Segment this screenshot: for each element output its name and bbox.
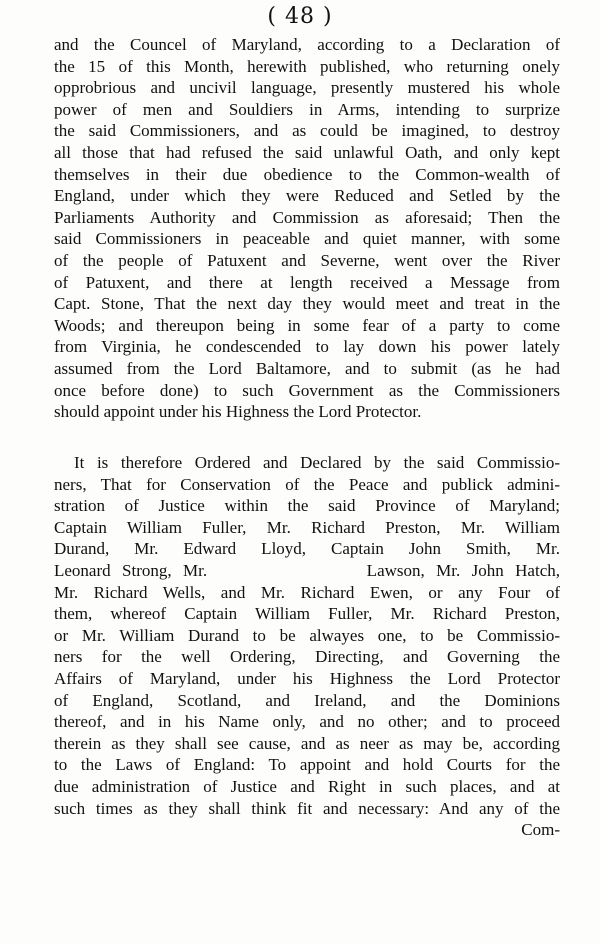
text-line: of the people of Patuxent and Severne, went over the River — [54, 250, 560, 270]
text-line: therein as they shall see cause, and as neer as may be, according — [54, 733, 560, 753]
text-line: from Virginia, he condescended to lay down his power lately — [54, 337, 560, 357]
text-line: Mr. Richard Wells, and Mr. Richard Ewen, or any Four of — [54, 582, 560, 602]
text-line: to the Laws of England: To appoint and hold Courts for the — [54, 755, 560, 775]
text-line: of England, Scotland, and Ireland, and the Dominions — [54, 690, 560, 710]
text-line: all those that had refused the said unlawful Oath, and only kept — [54, 142, 560, 162]
text-line: It is therefore Ordered and Declared by the said Commissio- — [74, 453, 560, 472]
paragraph-1 — [54, 34, 560, 423]
catchword: Com- — [521, 820, 560, 840]
text-line: Leonard Strong, Mr. Lawson, Mr. John Hatch, — [54, 560, 560, 580]
text-line: opprobrious and uncivil language, presently mustered his whole — [54, 78, 560, 98]
text-line: or Mr. William Durand to be alwayes one, to be Commissio- — [54, 625, 560, 645]
text-line: Parliaments Authority and Commission as aforesaid; Then the — [54, 207, 560, 227]
text-line: power of men and Souldiers in Arms, intending to surprize — [54, 99, 560, 119]
paragraph-2 — [54, 452, 560, 841]
text-line: Capt. Stone, That the next day they would meet and treat in the — [54, 294, 560, 314]
text-line: of Patuxent, and there at length received a Message from — [54, 272, 560, 292]
text-line: ners for the well Ordering, Directing, and Governing the — [54, 647, 560, 667]
text-line: Affairs of Maryland, under his Highness the Lord Protector — [54, 668, 560, 688]
text-line: Durand, Mr. Edward Lloyd, Captain John Smith, Mr. — [54, 539, 560, 559]
text-line: once before done) to such Government as the Commissioners — [54, 380, 560, 400]
text-line: them, whereof Captain William Fuller, Mr. Richard Preston, — [54, 604, 560, 624]
text-line: and the Councel of Maryland, according to a Declaration of — [54, 35, 560, 54]
text-line: the said Commissioners, and as could be imagined, to destroy — [54, 121, 560, 141]
text-line: ners, That for Conservation of the Peace and publick admini- — [54, 474, 560, 494]
text-line: said Commissioners in peaceable and quiet manner, with some — [54, 229, 560, 249]
text-line: stration of Justice within the said Province of Maryland; — [54, 496, 560, 516]
text-line: such times as they shall think fit and necessary: And any of the — [54, 798, 560, 818]
text-line: due administration of Justice and Right in such places, and at — [54, 776, 560, 796]
text-line: assumed from the Lord Baltamore, and to submit (as he had — [54, 358, 560, 378]
text-line: Woods; and thereupon being in some fear of a party to come — [54, 315, 560, 335]
text-line: should appoint under his Highness the Lord Protector. — [54, 402, 422, 422]
text-line: themselves in their due obedience to the Common-wealth of — [54, 164, 560, 184]
text-line: the 15 of this Month, herewith published, who returning onely — [54, 56, 560, 76]
page-number: ( 48 ) — [267, 4, 333, 29]
text-line: Captain William Fuller, Mr. Richard Preston, Mr. William — [54, 517, 560, 537]
text-line: thereof, and in his Name only, and no other; and to proceed — [54, 712, 560, 732]
text-line: England, under which they were Reduced and Setled by the — [54, 186, 560, 206]
